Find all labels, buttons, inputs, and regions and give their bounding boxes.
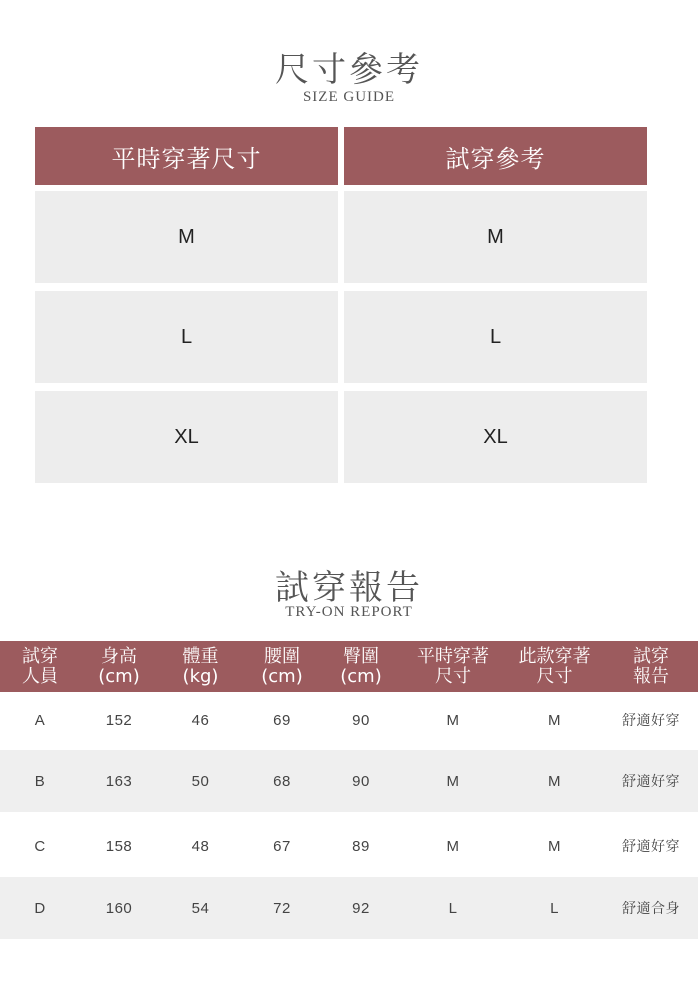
try-ref-cell: L [344,291,647,383]
header-hip: 臀圍 (cm) [340,645,382,687]
table-row [0,750,698,812]
waist-cell: 67 [273,837,291,855]
size-guide-subtitle: SIZE GUIDE [302,89,396,105]
table-row [0,877,698,939]
height-cell: 163 [105,772,133,790]
usual-size-cell: M [446,711,460,729]
usual-size-cell: XL [35,391,338,483]
try-on-header [0,641,698,692]
height-cell: 160 [105,899,133,917]
this-size-cell: M [548,837,561,855]
report-cell: 舒適好穿 [622,713,680,729]
tester-cell: A [34,711,46,729]
hip-cell: 90 [352,711,370,729]
waist-cell: 72 [273,899,291,917]
size-table-row [35,391,647,483]
header-usual-size: 平時穿著 尺寸 [417,645,489,687]
usual-size-cell: M [35,191,338,283]
tester-cell: D [34,899,46,917]
header-try-ref: 試穿參考 [344,127,647,185]
waist-cell: 69 [273,711,291,729]
header-tester: 試穿 人員 [22,645,58,687]
height-cell: 158 [105,837,133,855]
size-guide-table [35,127,647,491]
table-row [0,689,698,751]
hip-cell: 92 [352,899,370,917]
hip-cell: 89 [352,837,370,855]
report-cell: 舒適好穿 [622,839,680,855]
header-this-size: 此款穿著 尺寸 [518,645,591,687]
weight-cell: 54 [191,899,210,917]
waist-cell: 68 [273,772,291,790]
weight-cell: 50 [191,772,210,790]
usual-size-cell: L [448,899,458,917]
size-table-row [35,291,647,383]
usual-size-cell: M [446,772,460,790]
header-height: 身高 (cm) [98,645,140,687]
height-cell: 152 [105,711,133,729]
header-weight: 體重 (kg) [182,645,219,687]
try-ref-cell: M [344,191,647,283]
size-guide-title: 尺寸參考 [275,50,423,90]
table-row [0,815,698,877]
size-table-row [35,191,647,283]
header-waist: 腰圍 (cm) [261,645,303,687]
tester-cell: C [34,837,46,855]
try-on-title: 試穿報告 [275,568,423,608]
usual-size-cell: L [35,291,338,383]
weight-cell: 48 [191,837,210,855]
header-report: 試穿 報告 [633,645,669,687]
report-cell: 舒適好穿 [622,774,680,790]
try-on-subtitle: TRY-ON REPORT [285,604,413,620]
usual-size-cell: M [446,837,460,855]
hip-cell: 90 [352,772,370,790]
size-table-header [35,127,647,185]
weight-cell: 46 [191,711,210,729]
try-ref-cell: XL [344,391,647,483]
this-size-cell: M [548,711,561,729]
report-cell: 舒適合身 [622,901,680,917]
this-size-cell: L [550,899,559,917]
this-size-cell: M [548,772,561,790]
header-usual-size: 平時穿著尺寸 [35,127,338,185]
tester-cell: B [34,772,46,790]
